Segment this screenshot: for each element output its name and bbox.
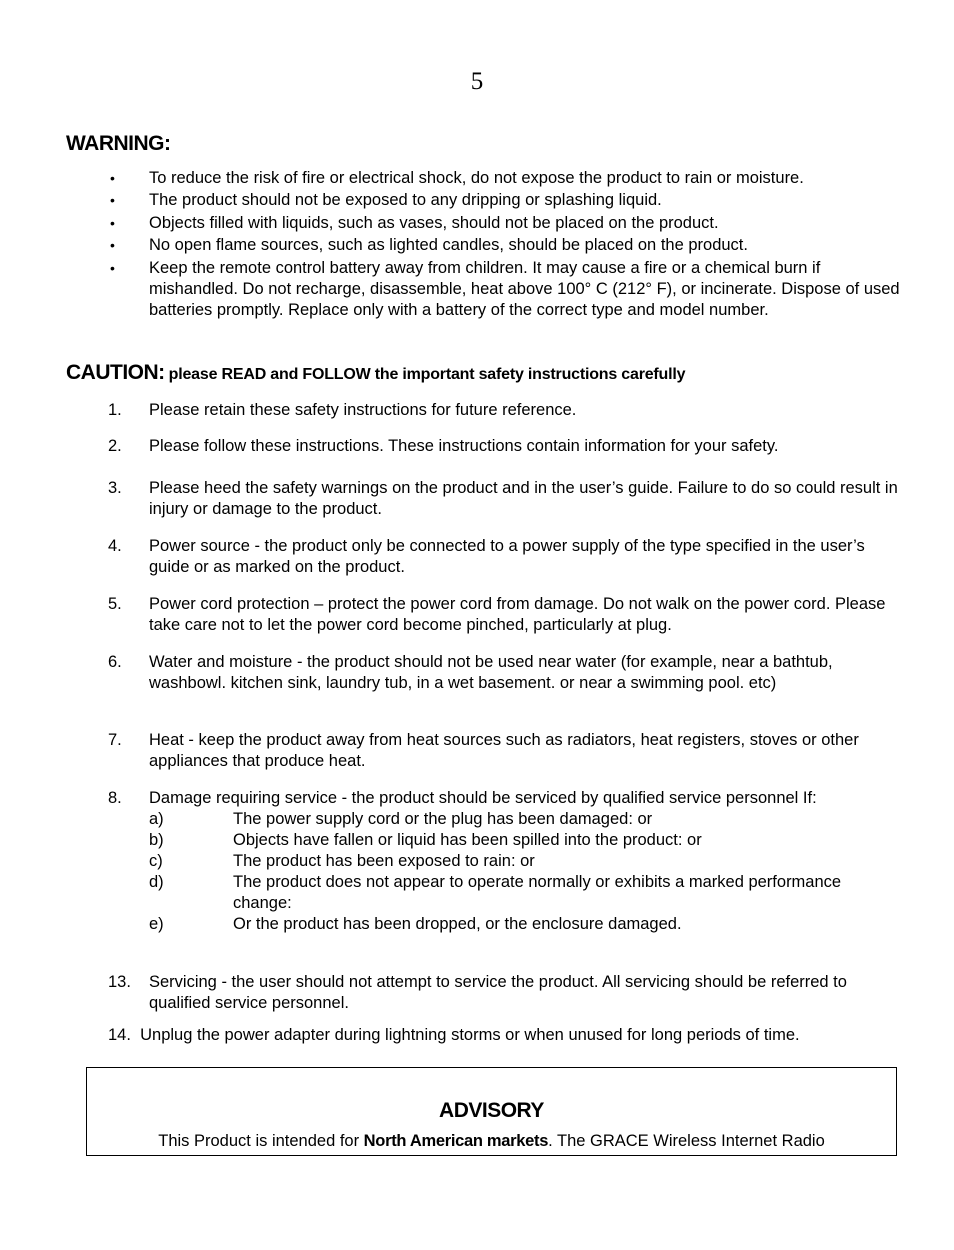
bullet-icon: • [110,192,115,209]
warning-list [108,168,908,322]
warning-item-4 [108,235,908,256]
caution-item-4 [108,536,898,578]
sub-item-letter: c) [149,852,163,870]
advisory-text-bold: North American markets [363,1132,549,1150]
caution-item-3 [108,478,898,520]
caution-item-2 [108,436,898,457]
item-number: 14. [108,1026,131,1044]
advisory-text [87,1131,896,1152]
sub-item-text: The power supply cord or the plug has been damaged: or [233,810,653,828]
advisory-title: ADVISORY [439,1099,544,1122]
caution-item-6 [108,652,898,694]
bullet-icon: • [110,170,115,186]
caution-subheading: please READ and FOLLOW the important safety instructions carefully [168,366,686,383]
sub-item-letter: e) [149,915,164,933]
sub-item-letter: b) [149,831,164,849]
item-text: Damage requiring service - the product should be serviced by qualified service personnel If: [149,789,817,807]
warning-item-text: Objects filled with liquids, such as vases, should not be placed on the product. [149,213,719,232]
caution-item-8 [108,788,898,935]
item-number: 2. [108,437,122,455]
item-number: 13. [108,973,131,991]
item-text: Power cord protection – protect the power cord from damage. Do not walk on the power cord. Please take care not to let the power cord become pinched, particularly at plug. [149,595,886,634]
item-number: 4. [108,537,122,555]
bullet-icon: • [110,214,115,231]
warning-item-1 [108,168,908,189]
sub-item-text: The product does not appear to operate normally or exhibits a marked performance change: [233,873,842,912]
warning-item-text: The product should not be exposed to any dripping or splashing liquid. [149,191,662,210]
sub-item-letter: d) [149,873,164,891]
sub-item-a [149,809,898,830]
caution-item-13 [108,972,898,1014]
item-text: Power source - the product only be connected to a power supply of the type specified in the user’s guide or as marked on the product. [149,537,865,576]
warning-item-2 [108,190,908,211]
sub-item-e [149,914,898,935]
item-text: Water and moisture - the product should not be used near water (for example, near a bathtub, washbowl. kitchen sink, laundry tub, in a wet basement. or near a swimming pool. etc) [149,653,833,692]
item-number: 7. [108,731,122,749]
item-number: 6. [108,653,122,671]
caution-item-7 [108,730,898,772]
warning-item-text: No open flame sources, such as lighted candles, should be placed on the product. [149,236,748,255]
sub-item-c [149,851,898,872]
caution-label: CAUTION: [66,361,165,384]
warning-item-text: Keep the remote control battery away from children. It may cause a fire or a chemical burn if mishandled. Do not recharge, disassemble, heat above 100° C (212° F), or incinerate. Dispose of used batteries promptly. Replace only with a battery of the correct type and model number. [149,258,900,319]
sub-item-b [149,830,898,851]
sub-item-text: Objects have fallen or liquid has been spilled into the product: or [233,831,702,849]
item-text: Unplug the power adapter during lightning storms or when unused for long periods of time. [140,1026,800,1044]
item-text: Heat - keep the product away from heat sources such as radiators, heat registers, stoves or other appliances that produce heat. [149,731,859,770]
sub-item-text: The product has been exposed to rain: or [233,852,535,870]
sub-item-text: Or the product has been dropped, or the enclosure damaged. [233,915,682,933]
page-number: 5 [470,68,484,95]
advisory-box [86,1067,897,1156]
caution-item-14 [108,1025,908,1046]
bullet-icon: • [110,259,115,276]
warning-item-3 [108,213,908,234]
item-number: 1. [108,401,122,419]
advisory-text-start: This Product is intended for [158,1132,364,1150]
caution-item-5 [108,594,898,636]
sub-item-letter: a) [149,810,164,828]
warning-item-5 [108,258,908,322]
caution-item-1 [108,400,898,421]
advisory-text-end: . The GRACE Wireless Internet Radio [548,1132,825,1150]
warning-heading: WARNING: [66,132,171,155]
sub-item-d [149,872,898,914]
item-number: 8. [108,789,122,807]
bullet-icon: • [110,237,115,254]
warning-item-text: To reduce the risk of fire or electrical shock, do not expose the product to rain or moisture. [149,169,804,187]
item-text: Please follow these instructions. These instructions contain information for your safety. [149,437,779,455]
item-text: Servicing - the user should not attempt to service the product. All servicing should be referred to qualified service personnel. [149,973,847,1012]
item-number: 3. [108,479,122,497]
item-text: Please retain these safety instructions for future reference. [149,401,577,419]
item-number: 5. [108,595,122,613]
caution-heading [66,360,685,388]
item-text: Please heed the safety warnings on the product and in the user’s guide. Failure to do so could result in injury or damage to the product. [149,479,898,518]
